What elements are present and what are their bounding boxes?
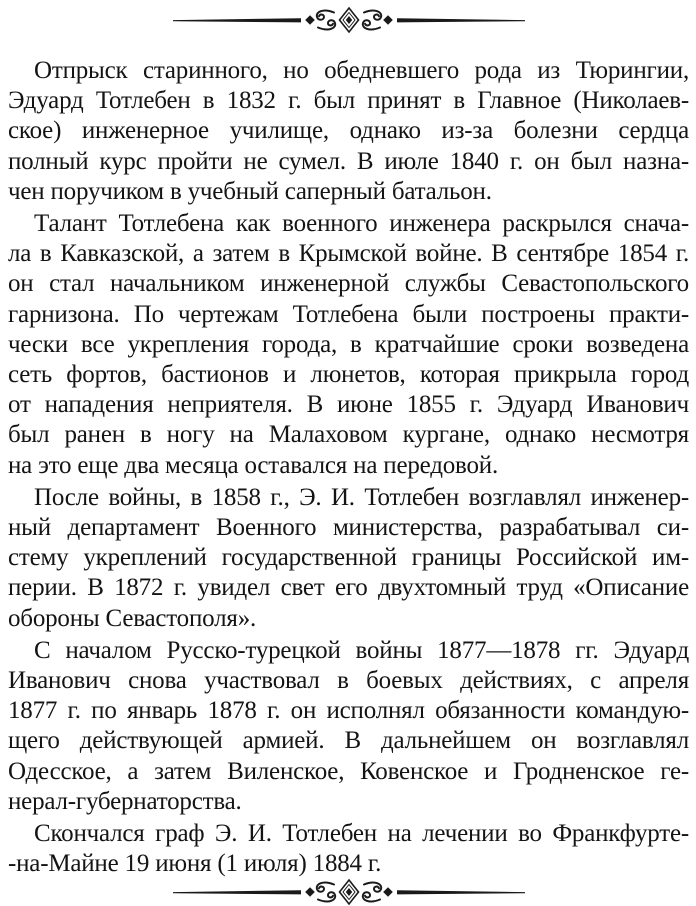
paragraph: [8, 636, 689, 817]
fleuron-icon: [339, 880, 358, 904]
paragraph: [8, 56, 689, 207]
text-line: ское) инженерное училище, однако из-за болезни сердца: [8, 117, 689, 145]
rule-left: [173, 18, 301, 22]
text-line: Одесское, а затем Виленское, Ковенское и Гродненское ге-: [8, 757, 689, 785]
text-line: нерал-губернаторства.: [8, 787, 242, 815]
paragraph: [8, 209, 689, 481]
text-line: Эдуард Тотлебен в 1832 г. был принят в Главное (Николаев-: [8, 87, 689, 115]
text-line: С началом Русско-турецкой войны 1877—1878 гг. Эдуард: [34, 636, 689, 664]
text-line: сеть фортов, бастионов и люнетов, которая прикрыла город: [8, 361, 689, 389]
article-text: [8, 56, 689, 879]
text-line: -на-Майне 19 июня (1 июля) 1884 г.: [8, 850, 382, 878]
text-line: После войны, в 1858 г., Э. И. Тотлебен возглавлял инженер-: [34, 483, 689, 511]
scroll-icon: [316, 883, 334, 902]
text-line: щего действующей армией. В дальнейшем он возглавлял: [8, 727, 689, 755]
text-line: был ранен в ногу на Малаховом кургане, однако несмотря: [8, 421, 689, 449]
text-line: Иванович снова участвовал в боевых действиях, с апреля: [8, 667, 689, 695]
text-line: ла в Кавказской, а затем в Крымской войне. В сентябре 1854 г.: [8, 240, 689, 268]
paragraph: [8, 483, 689, 634]
top-ornament-divider: [173, 6, 525, 34]
text-line: полный курс пройти не сумел. В июле 1840 г. он был назна-: [8, 147, 689, 175]
rule-left: [173, 891, 301, 895]
bottom-ornament-divider: [173, 878, 525, 906]
text-line: ный департамент Военного министерства, разрабатывал си-: [8, 514, 689, 542]
text-line: чен поручиком в учебный саперный батальон.: [8, 177, 492, 205]
text-line: 1877 г. по январь 1878 г. он исполнял обязанности командую-: [8, 697, 689, 725]
text-line: Талант Тотлебена как военного инженера раскрылся снача-: [34, 210, 689, 238]
fleuron-icon: [339, 8, 358, 32]
text-line: перии. В 1872 г. увидел свет его двухтомный труд «Описание: [8, 574, 689, 602]
text-line: на это еще два месяца оставался на передовой.: [8, 451, 498, 479]
text-line: Отпрыск старинного, но обедневшего рода из Тюрингии,: [34, 57, 689, 84]
scroll-icon: [316, 11, 334, 30]
text-line: он стал начальником инженерной службы Севастопольского: [8, 270, 689, 298]
text-line: стему укреплений государственной границы Российской им-: [8, 544, 689, 572]
text-line: гарнизона. По чертежам Тотлебена были построены практи-: [8, 300, 689, 328]
text-line: от нападения неприятеля. В июне 1855 г. Эдуард Иванович: [8, 391, 689, 419]
paragraph: [8, 819, 689, 879]
diamond-icon: [305, 15, 315, 25]
text-line: Скончался граф Э. И. Тотлебен на лечении во Франкфурте-: [34, 820, 689, 848]
text-line: чески все укрепления города, в кратчайшие сроки возведена: [8, 330, 689, 358]
diamond-icon: [305, 888, 315, 898]
text-line: обороны Севастополя».: [8, 604, 257, 632]
